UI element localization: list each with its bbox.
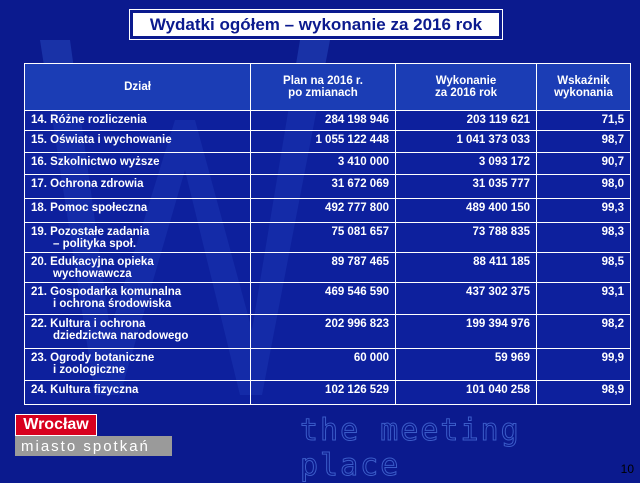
cell-wskaznik: 98,3 — [537, 223, 631, 253]
table-header-row — [25, 64, 631, 111]
cell-plan: 284 198 946 — [251, 111, 396, 131]
cell-wskaznik: 98,9 — [537, 381, 631, 405]
header-dzial: Dział — [25, 64, 251, 111]
cell-wykonanie: 203 119 621 — [396, 111, 537, 131]
cell-plan: 202 996 823 — [251, 315, 396, 349]
cell-wykonanie: 88 411 185 — [396, 253, 537, 283]
cell-plan: 469 546 590 — [251, 283, 396, 315]
cell-plan: 31 672 069 — [251, 175, 396, 199]
page-number: 10 — [620, 462, 634, 476]
cell-wskaznik: 98,5 — [537, 253, 631, 283]
cell-plan: 1 055 122 448 — [251, 131, 396, 153]
cell-plan: 89 787 465 — [251, 253, 396, 283]
table-row — [25, 175, 631, 199]
cell-wykonanie: 59 969 — [396, 349, 537, 381]
cell-plan: 102 126 529 — [251, 381, 396, 405]
cell-wykonanie: 31 035 777 — [396, 175, 537, 199]
expenses-table — [24, 63, 631, 405]
table-row — [25, 349, 631, 381]
cell-wykonanie: 73 788 835 — [396, 223, 537, 253]
cell-dzial: 20. Edukacyjna opieka wychowawcza — [25, 253, 251, 283]
table-row — [25, 199, 631, 223]
cell-plan: 492 777 800 — [251, 199, 396, 223]
page-title: Wydatki ogółem – wykonanie za 2016 rok — [131, 11, 501, 38]
cell-plan: 3 410 000 — [251, 153, 396, 175]
cell-wykonanie: 1 041 373 033 — [396, 131, 537, 153]
cell-wskaznik: 98,2 — [537, 315, 631, 349]
table-row — [25, 315, 631, 349]
table-row — [25, 153, 631, 175]
cell-wskaznik: 99,9 — [537, 349, 631, 381]
cell-wykonanie: 101 040 258 — [396, 381, 537, 405]
cell-wykonanie: 437 302 375 — [396, 283, 537, 315]
table-row — [25, 283, 631, 315]
cell-dzial: 24. Kultura fizyczna — [25, 381, 251, 405]
cell-dzial: 19. Pozostałe zadania – polityka społ. — [25, 223, 251, 253]
wroclaw-logo: Wrocław — [15, 414, 97, 436]
cell-dzial: 16. Szkolnictwo wyższe — [25, 153, 251, 175]
cell-wykonanie: 199 394 976 — [396, 315, 537, 349]
header-wskaznik: Wskaźnik wykonania — [537, 64, 631, 111]
cell-dzial: 21. Gospodarka komunalna i ochrona środowiska — [25, 283, 251, 315]
cell-dzial: 23. Ogrody botaniczne i zoologiczne — [25, 349, 251, 381]
cell-wykonanie: 489 400 150 — [396, 199, 537, 223]
table-row — [25, 381, 631, 405]
cell-wskaznik: 93,1 — [537, 283, 631, 315]
cell-plan: 75 081 657 — [251, 223, 396, 253]
logo-subtitle: miasto spotkań — [15, 436, 172, 456]
header-plan: Plan na 2016 r. po zmianach — [251, 64, 396, 111]
cell-dzial: 15. Oświata i wychowanie — [25, 131, 251, 153]
cell-plan: 60 000 — [251, 349, 396, 381]
cell-wskaznik: 90,7 — [537, 153, 631, 175]
table-row — [25, 223, 631, 253]
cell-wskaznik: 98,0 — [537, 175, 631, 199]
cell-wskaznik: 71,5 — [537, 111, 631, 131]
cell-dzial: 17. Ochrona zdrowia — [25, 175, 251, 199]
cell-wskaznik: 99,3 — [537, 199, 631, 223]
cell-dzial: 14. Różne rozliczenia — [25, 111, 251, 131]
table-row — [25, 131, 631, 153]
table-row — [25, 111, 631, 131]
cell-dzial: 22. Kultura i ochrona dziedzictwa narodowego — [25, 315, 251, 349]
cell-wykonanie: 3 093 172 — [396, 153, 537, 175]
table-row — [25, 253, 631, 283]
tagline: the meeting place — [300, 413, 521, 483]
cell-dzial: 18. Pomoc społeczna — [25, 199, 251, 223]
cell-wskaznik: 98,7 — [537, 131, 631, 153]
header-wykonanie: Wykonanie za 2016 rok — [396, 64, 537, 111]
